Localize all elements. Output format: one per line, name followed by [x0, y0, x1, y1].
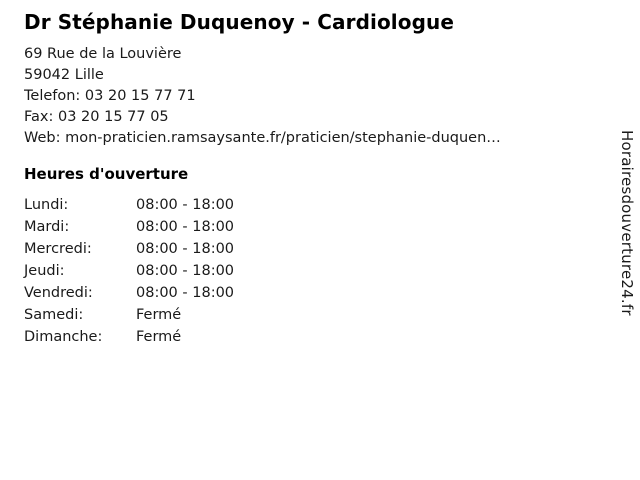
day-hours: 08:00 - 18:00 [136, 263, 235, 279]
table-row [24, 304, 444, 326]
day-hours: Fermé [136, 307, 182, 323]
contact-block [24, 44, 584, 149]
day-label: Lundi: [24, 197, 69, 213]
day-label: Jeudi: [24, 263, 65, 279]
day-hours: Fermé [136, 329, 182, 345]
day-hours: 08:00 - 18:00 [136, 241, 235, 257]
day-hours: 08:00 - 18:00 [136, 197, 235, 213]
table-row [24, 282, 444, 304]
day-label: Vendredi: [24, 285, 93, 301]
table-row [24, 216, 444, 238]
day-label: Dimanche: [24, 329, 103, 345]
day-label: Samedi: [24, 307, 84, 323]
table-row [24, 238, 444, 260]
website-line[interactable]: Web: mon-praticien.ramsaysante.fr/praticien/stephanie-duquen… [24, 130, 501, 146]
opening-hours-table [24, 194, 444, 348]
brand-watermark: Horairesdouverture24.fr [618, 130, 636, 316]
table-row [24, 326, 444, 348]
day-hours: 08:00 - 18:00 [136, 219, 235, 235]
day-label: Mercredi: [24, 241, 92, 257]
day-hours: 08:00 - 18:00 [136, 285, 235, 301]
address-city: 59042 Lille [24, 67, 104, 83]
address-street: 69 Rue de la Louvière [24, 46, 182, 62]
table-row [24, 194, 444, 216]
page-title: Dr Stéphanie Duquenoy - Cardiologue [24, 10, 454, 34]
day-label: Mardi: [24, 219, 70, 235]
phone-line: Telefon: 03 20 15 77 71 [24, 88, 196, 104]
opening-hours-title: Heures d'ouverture [24, 165, 189, 183]
table-row [24, 260, 444, 282]
fax-line: Fax: 03 20 15 77 05 [24, 109, 169, 125]
